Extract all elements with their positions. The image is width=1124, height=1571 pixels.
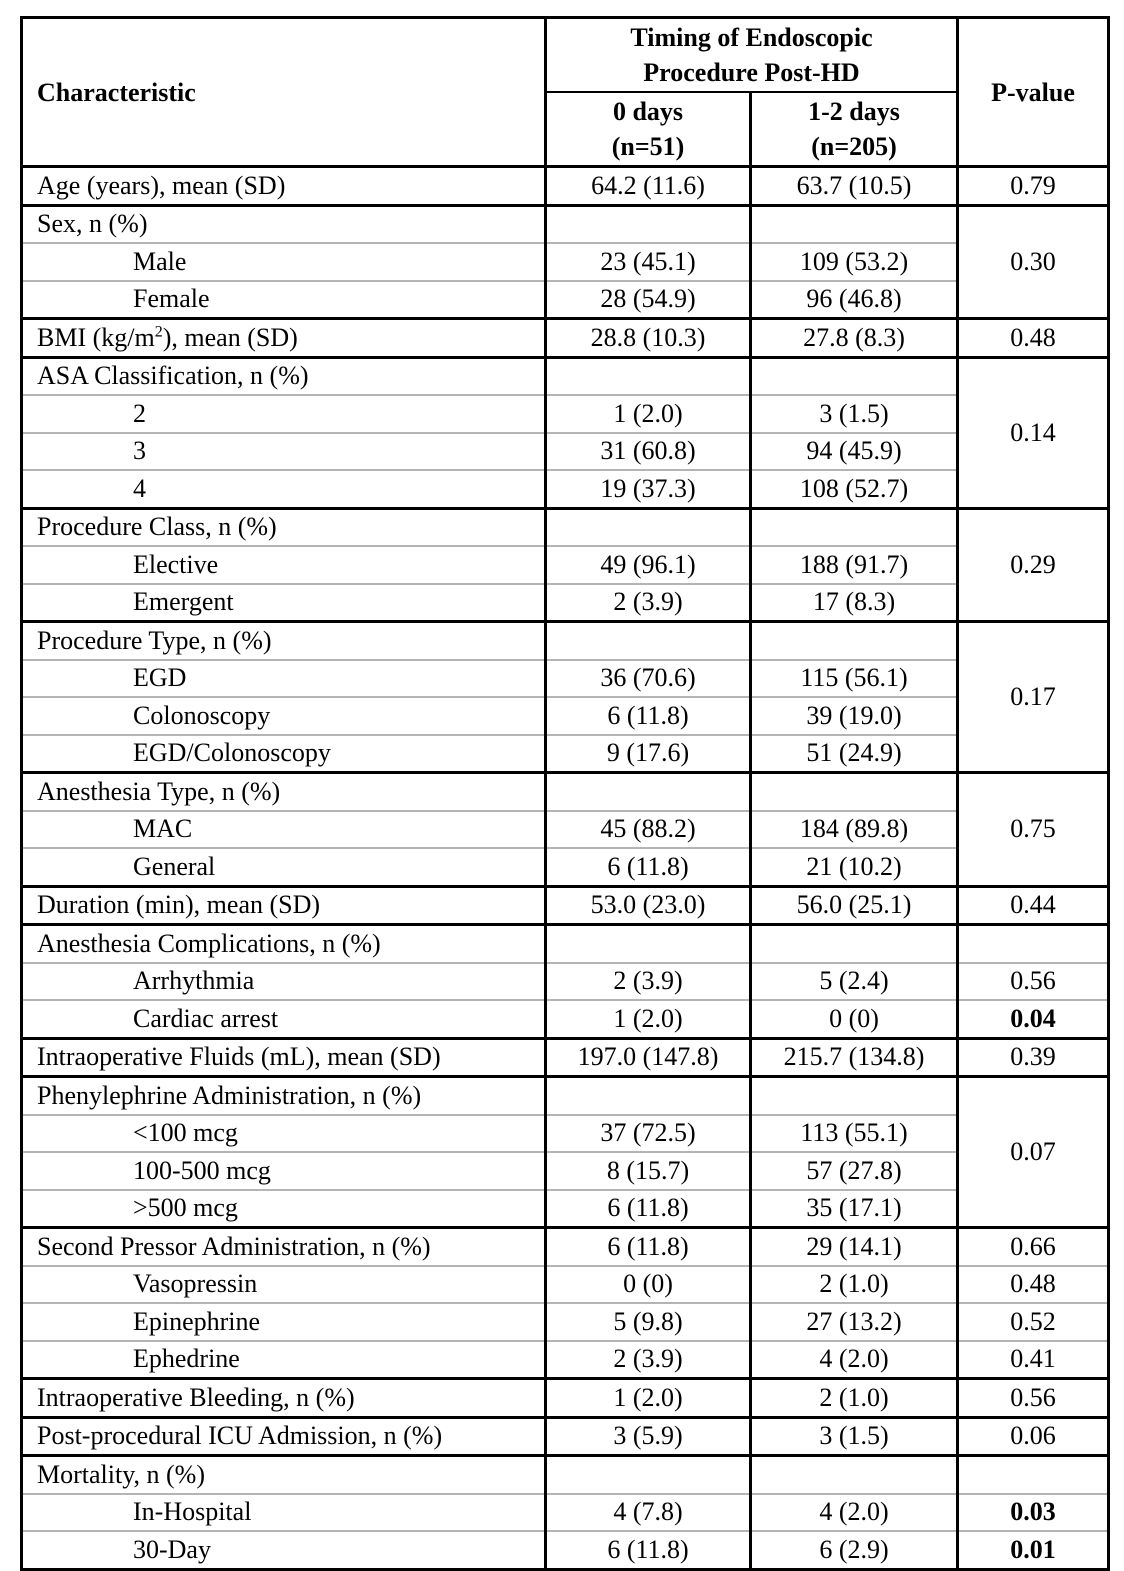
table-row <box>22 811 1109 849</box>
row-label: General <box>22 848 546 886</box>
cell-pvalue: 0.14 <box>958 357 1109 508</box>
table-row <box>22 773 1109 811</box>
cell-1-2-days: 4 (2.0) <box>751 1341 958 1379</box>
header-col-0-days: 0 days (n=51) <box>546 92 751 167</box>
row-label: Intraoperative Bleeding, n (%) <box>22 1379 546 1418</box>
row-label: Emergent <box>22 584 546 622</box>
cell-0-days <box>546 1456 751 1494</box>
table-row <box>22 433 1109 471</box>
row-label: Procedure Class, n (%) <box>22 508 546 546</box>
header-pvalue: P-value <box>958 18 1109 167</box>
cell-0-days: 197.0 (147.8) <box>546 1038 751 1077</box>
cell-pvalue-significant: 0.01 <box>958 1531 1109 1569</box>
table-row <box>22 1303 1109 1341</box>
cell-1-2-days: 2 (1.0) <box>751 1266 958 1304</box>
cell-1-2-days <box>751 205 958 243</box>
table-row <box>22 1190 1109 1228</box>
cell-pvalue: 0.30 <box>958 205 1109 319</box>
cell-0-days: 2 (3.9) <box>546 963 751 1001</box>
cell-1-2-days: 215.7 (134.8) <box>751 1038 958 1077</box>
cell-0-days: 6 (11.8) <box>546 697 751 735</box>
table-row <box>22 319 1109 358</box>
table-header <box>22 18 1109 167</box>
cell-pvalue <box>958 925 1109 963</box>
cell-0-days: 1 (2.0) <box>546 395 751 433</box>
cell-0-days: 9 (17.6) <box>546 735 751 773</box>
row-label: 2 <box>22 395 546 433</box>
table-row <box>22 357 1109 395</box>
row-label: Ephedrine <box>22 1341 546 1379</box>
cell-0-days: 0 (0) <box>546 1266 751 1304</box>
cell-0-days: 45 (88.2) <box>546 811 751 849</box>
cell-1-2-days <box>751 1456 958 1494</box>
cell-0-days: 3 (5.9) <box>546 1417 751 1456</box>
table-row <box>22 1000 1109 1038</box>
cell-1-2-days: 96 (46.8) <box>751 281 958 319</box>
cell-1-2-days: 3 (1.5) <box>751 395 958 433</box>
cell-0-days: 19 (37.3) <box>546 470 751 508</box>
cell-1-2-days <box>751 925 958 963</box>
cell-0-days: 6 (11.8) <box>546 848 751 886</box>
cell-1-2-days: 27.8 (8.3) <box>751 319 958 358</box>
table-row <box>22 1228 1109 1266</box>
cell-1-2-days: 56.0 (25.1) <box>751 886 958 925</box>
table-row <box>22 1115 1109 1153</box>
cell-1-2-days: 0 (0) <box>751 1000 958 1038</box>
table-row <box>22 735 1109 773</box>
cell-pvalue: 0.75 <box>958 773 1109 887</box>
cell-pvalue: 0.79 <box>958 167 1109 206</box>
row-label: Vasopressin <box>22 1266 546 1304</box>
table-row <box>22 281 1109 319</box>
cell-1-2-days <box>751 773 958 811</box>
cell-1-2-days: 57 (27.8) <box>751 1152 958 1190</box>
cell-pvalue: 0.44 <box>958 886 1109 925</box>
row-label: Cardiac arrest <box>22 1000 546 1038</box>
cell-0-days: 49 (96.1) <box>546 546 751 584</box>
table-row <box>22 243 1109 281</box>
cell-pvalue: 0.06 <box>958 1417 1109 1456</box>
table-row <box>22 1266 1109 1304</box>
cell-1-2-days: 113 (55.1) <box>751 1115 958 1153</box>
row-label: <100 mcg <box>22 1115 546 1153</box>
table-row <box>22 1417 1109 1456</box>
cell-1-2-days: 109 (53.2) <box>751 243 958 281</box>
table-row <box>22 886 1109 925</box>
cell-pvalue: 0.29 <box>958 508 1109 622</box>
row-label: Intraoperative Fluids (mL), mean (SD) <box>22 1038 546 1077</box>
row-label: Age (years), mean (SD) <box>22 167 546 206</box>
cell-0-days <box>546 205 751 243</box>
table-row <box>22 1379 1109 1418</box>
row-label: ASA Classification, n (%) <box>22 357 546 395</box>
row-label: Sex, n (%) <box>22 205 546 243</box>
header-group-title: Timing of Endoscopic Procedure Post-HD <box>546 18 958 93</box>
row-label: Second Pressor Administration, n (%) <box>22 1228 546 1266</box>
cell-0-days: 28.8 (10.3) <box>546 319 751 358</box>
cell-0-days: 6 (11.8) <box>546 1190 751 1228</box>
cell-1-2-days: 188 (91.7) <box>751 546 958 584</box>
cell-0-days: 36 (70.6) <box>546 660 751 698</box>
cell-pvalue: 0.56 <box>958 963 1109 1001</box>
bmi-label-post: ), mean (SD) <box>162 322 298 352</box>
row-label: Phenylephrine Administration, n (%) <box>22 1077 546 1115</box>
bmi-label-sup: 2 <box>154 323 163 341</box>
cell-1-2-days: 29 (14.1) <box>751 1228 958 1266</box>
cell-0-days <box>546 925 751 963</box>
cell-0-days <box>546 508 751 546</box>
row-label: 4 <box>22 470 546 508</box>
cell-pvalue: 0.48 <box>958 1266 1109 1304</box>
row-label: Anesthesia Complications, n (%) <box>22 925 546 963</box>
row-label: 30-Day <box>22 1531 546 1569</box>
table-row <box>22 546 1109 584</box>
table-row <box>22 584 1109 622</box>
cell-0-days <box>546 622 751 660</box>
cell-1-2-days: 4 (2.0) <box>751 1494 958 1532</box>
cell-0-days: 23 (45.1) <box>546 243 751 281</box>
cell-1-2-days: 6 (2.9) <box>751 1531 958 1569</box>
cell-1-2-days: 35 (17.1) <box>751 1190 958 1228</box>
table-row <box>22 622 1109 660</box>
cell-0-days: 8 (15.7) <box>546 1152 751 1190</box>
cell-1-2-days <box>751 357 958 395</box>
table-row <box>22 167 1109 206</box>
row-label: Female <box>22 281 546 319</box>
cell-1-2-days: 184 (89.8) <box>751 811 958 849</box>
cell-pvalue: 0.56 <box>958 1379 1109 1418</box>
cell-1-2-days: 3 (1.5) <box>751 1417 958 1456</box>
row-label: In-Hospital <box>22 1494 546 1532</box>
row-label: Elective <box>22 546 546 584</box>
row-label: Mortality, n (%) <box>22 1456 546 1494</box>
row-label: Male <box>22 243 546 281</box>
row-label: Post-procedural ICU Admission, n (%) <box>22 1417 546 1456</box>
cell-1-2-days: 27 (13.2) <box>751 1303 958 1341</box>
cell-pvalue: 0.39 <box>958 1038 1109 1077</box>
cell-0-days: 1 (2.0) <box>546 1379 751 1418</box>
cell-pvalue: 0.17 <box>958 622 1109 773</box>
bmi-label-pre: BMI (kg/m <box>37 322 155 352</box>
cell-0-days: 6 (11.8) <box>546 1531 751 1569</box>
table-row <box>22 1152 1109 1190</box>
cell-1-2-days: 63.7 (10.5) <box>751 167 958 206</box>
header-col-1-2-days: 1-2 days (n=205) <box>751 92 958 167</box>
cell-0-days: 2 (3.9) <box>546 584 751 622</box>
cell-1-2-days: 21 (10.2) <box>751 848 958 886</box>
cell-0-days <box>546 357 751 395</box>
table-row <box>22 1456 1109 1494</box>
table-row <box>22 925 1109 963</box>
cell-0-days: 31 (60.8) <box>546 433 751 471</box>
cell-pvalue-significant: 0.03 <box>958 1494 1109 1532</box>
cell-pvalue: 0.66 <box>958 1228 1109 1266</box>
cell-1-2-days <box>751 508 958 546</box>
cell-1-2-days: 39 (19.0) <box>751 697 958 735</box>
cell-pvalue: 0.07 <box>958 1077 1109 1228</box>
table-row <box>22 1494 1109 1532</box>
table-row <box>22 1038 1109 1077</box>
cell-0-days: 5 (9.8) <box>546 1303 751 1341</box>
cell-0-days: 64.2 (11.6) <box>546 167 751 206</box>
table-row <box>22 697 1109 735</box>
table-row <box>22 1077 1109 1115</box>
table-row <box>22 1531 1109 1569</box>
row-label: EGD <box>22 660 546 698</box>
row-label: 3 <box>22 433 546 471</box>
cell-1-2-days: 108 (52.7) <box>751 470 958 508</box>
table-row <box>22 660 1109 698</box>
header-characteristic: Characteristic <box>22 18 546 167</box>
cell-0-days: 53.0 (23.0) <box>546 886 751 925</box>
cell-0-days: 37 (72.5) <box>546 1115 751 1153</box>
row-label: 100-500 mcg <box>22 1152 546 1190</box>
cell-pvalue-significant: 0.04 <box>958 1000 1109 1038</box>
cell-0-days: 2 (3.9) <box>546 1341 751 1379</box>
table-row <box>22 1341 1109 1379</box>
table-container <box>20 16 1110 1571</box>
row-label: Duration (min), mean (SD) <box>22 886 546 925</box>
cell-1-2-days: 5 (2.4) <box>751 963 958 1001</box>
cell-1-2-days: 94 (45.9) <box>751 433 958 471</box>
cell-pvalue: 0.52 <box>958 1303 1109 1341</box>
cell-0-days: 1 (2.0) <box>546 1000 751 1038</box>
cell-pvalue: 0.41 <box>958 1341 1109 1379</box>
cell-1-2-days: 17 (8.3) <box>751 584 958 622</box>
row-label <box>22 319 546 358</box>
table-row <box>22 508 1109 546</box>
row-label: >500 mcg <box>22 1190 546 1228</box>
table-row <box>22 395 1109 433</box>
cell-1-2-days <box>751 1077 958 1115</box>
table-row <box>22 470 1109 508</box>
table-row <box>22 963 1109 1001</box>
row-label: Colonoscopy <box>22 697 546 735</box>
cell-0-days <box>546 773 751 811</box>
cell-pvalue: 0.48 <box>958 319 1109 358</box>
cell-pvalue <box>958 1456 1109 1494</box>
cell-1-2-days <box>751 622 958 660</box>
cell-1-2-days: 51 (24.9) <box>751 735 958 773</box>
row-label: Epinephrine <box>22 1303 546 1341</box>
row-label: Procedure Type, n (%) <box>22 622 546 660</box>
cell-1-2-days: 115 (56.1) <box>751 660 958 698</box>
table-row <box>22 848 1109 886</box>
cell-0-days: 4 (7.8) <box>546 1494 751 1532</box>
cell-0-days: 6 (11.8) <box>546 1228 751 1266</box>
row-label: Arrhythmia <box>22 963 546 1001</box>
row-label: EGD/Colonoscopy <box>22 735 546 773</box>
characteristics-table <box>20 16 1110 1571</box>
row-label: MAC <box>22 811 546 849</box>
cell-0-days <box>546 1077 751 1115</box>
cell-1-2-days: 2 (1.0) <box>751 1379 958 1418</box>
table-row <box>22 205 1109 243</box>
cell-0-days: 28 (54.9) <box>546 281 751 319</box>
row-label: Anesthesia Type, n (%) <box>22 773 546 811</box>
